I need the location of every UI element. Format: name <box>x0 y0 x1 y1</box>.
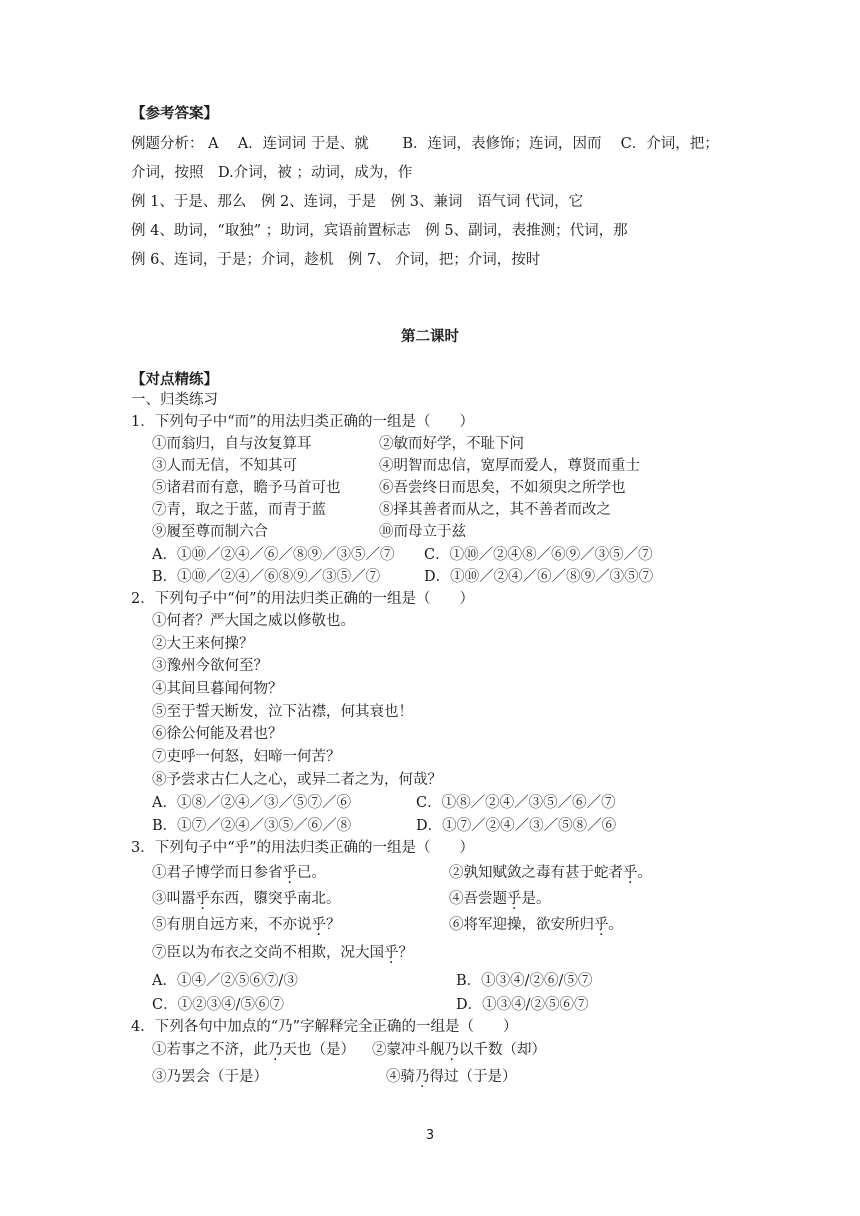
q2-item: ④其间旦暮闻何物？ <box>152 681 283 697</box>
q1-option-d: D．①⑩／②④／⑥／⑧⑨／③⑤⑦ <box>424 569 654 585</box>
q1-item: ⑤诸君而有意，瞻予马首可也 <box>152 480 341 496</box>
q2-item: ②大王来何操？ <box>152 636 254 652</box>
q1-item: ⑥吾尝终日而思矣，不如须臾之所学也 <box>379 480 626 496</box>
q1-item: ①而翁归，自与汝复算耳 <box>152 436 312 452</box>
q3-item-text: ？ <box>398 945 413 961</box>
q3-option-b: B．①③④/②⑥/⑤⑦ <box>456 973 593 989</box>
q1-item: ⑨履至尊而制六合 <box>152 524 268 540</box>
q3-item-text: ①君子博学而日参省 <box>152 865 283 881</box>
q4-item <box>372 1039 546 1061</box>
q4-item-text: 以千数（却） <box>459 1042 546 1058</box>
q3-item <box>449 862 652 884</box>
q4-stem: 4．下列各句中加点的“乃”字解释完全正确的一组是（ ） <box>131 1019 518 1035</box>
q1-option-b: B．①⑩／②④／⑥⑧⑨／③⑤／⑦ <box>152 569 381 585</box>
q1-item: ⑦青，取之于蓝，而青于蓝 <box>152 502 326 518</box>
answer-line-5: 例 6、连词，于是；介词，趁机 例 7、 介词，把；介词，按时 <box>131 252 541 268</box>
answer-heading: 【参考答案】 <box>131 105 218 122</box>
q4-item-text: 乃 <box>166 1069 181 1085</box>
lesson-title: 第二课时 <box>401 328 459 345</box>
q3-item-text: ？ <box>326 917 341 933</box>
practice-heading: 【对点精练】 <box>131 371 218 388</box>
q4-item-text: 天也（是） <box>282 1042 355 1058</box>
q3-option-d: D．①③④/②⑤⑥⑦ <box>456 997 589 1013</box>
page-number: 3 <box>425 1128 435 1143</box>
q3-item-text: 。 <box>637 865 652 881</box>
q1-item: ②敏而好学，不耻下问 <box>379 436 524 452</box>
q3-item-text: ③叫嚣 <box>152 891 196 907</box>
q3-option-c: C．①②③④/⑤⑥⑦ <box>152 997 284 1013</box>
emphasized-char: 乃 <box>415 1069 430 1085</box>
answer-line-2: 介词，按照 D.介词，被 ；动词，成为，作 <box>131 165 413 181</box>
q3-item <box>449 888 551 910</box>
q2-option-a: A．①⑧／②④／③／⑤⑦／⑥ <box>152 795 351 811</box>
q1-stem: 1．下列句子中“而”的用法归类正确的一组是（ ） <box>131 414 475 430</box>
emphasized-char: 乎 <box>384 945 399 961</box>
q4-item-text: ①若事之不济，此 <box>152 1042 268 1058</box>
emphasized-char: 乃 <box>268 1042 283 1058</box>
q2-item: ⑤至于誓天断发，泣下沾襟，何其衰也！ <box>152 704 413 720</box>
q2-item: ⑦吏呼一何怒，妇啼一何苦？ <box>152 749 341 765</box>
emphasized-char: 乎 <box>282 865 297 881</box>
q4-item-text: ③ <box>152 1069 167 1085</box>
q1-option-a: A．①⑩／②④／⑥／⑧⑨／③⑤／⑦ <box>152 547 395 563</box>
answer-line-4: 例 4、助词，“取独” ；助词，宾语前置标志 例 5、副词，表推测；代词，那 <box>131 223 628 239</box>
q3-item-text: ⑤有朋自远方来，不亦说 <box>152 917 312 933</box>
q3-stem: 3．下列句子中“乎”的用法归类正确的一组是（ ） <box>131 840 475 856</box>
emphasized-char: 乎 <box>507 891 522 907</box>
emphasized-char: 乃 <box>444 1042 459 1058</box>
q2-option-c: C．①⑧／②④／③⑤／⑥／⑦ <box>416 795 616 811</box>
q3-item-text: 。 <box>608 917 623 933</box>
q3-item-text: ④吾尝题 <box>449 891 507 907</box>
q4-item-text: 得过（于是） <box>429 1069 517 1085</box>
emphasized-char: 乎 <box>195 891 210 907</box>
q1-item: ⑧择其善者而从之，其不善者而改之 <box>379 502 611 518</box>
emphasized-char: 乎 <box>623 865 638 881</box>
practice-subheading: 一、归类练习 <box>131 392 218 408</box>
q2-option-d: D．①⑦／②④／③／⑤⑧／⑥ <box>416 818 617 834</box>
q2-item: ③豫州今欲何至？ <box>152 658 268 674</box>
q3-item <box>152 914 341 936</box>
q3-item-text: 已。 <box>297 865 326 881</box>
q3-item-text: ②孰知赋敛之毒有甚于蛇者 <box>449 865 623 881</box>
answer-line-1: 例题分析： A A．连词词 于是、就 B．连词，表修饰；连词，因而 C．介词，把； <box>131 136 719 152</box>
emphasized-char: 乎 <box>594 917 609 933</box>
q3-option-a: A．①④／②⑤⑥⑦/③ <box>152 973 298 989</box>
q2-item: ⑥徐公何能及君也？ <box>152 726 283 742</box>
emphasized-char: 乎 <box>311 917 326 933</box>
q4-item <box>386 1066 517 1088</box>
q4-item <box>152 1066 268 1088</box>
q1-item: ③人而无信，不知其可 <box>152 458 297 474</box>
q4-item <box>152 1039 355 1061</box>
q3-item <box>449 914 623 936</box>
q1-option-c: C．①⑩／②④⑧／⑥⑨／③⑤／⑦ <box>424 547 653 563</box>
answer-line-3: 例 1、于是、那么 例 2、连词，于是 例 3、兼词 语气词 代词，它 <box>131 194 584 210</box>
q3-item <box>152 942 413 964</box>
q2-item: ⑧予尝求古仁人之心，或异二者之为，何哉？ <box>152 772 442 788</box>
q4-item-text: ④骑 <box>386 1069 415 1085</box>
q4-item-text: ②蒙冲斗舰 <box>372 1042 445 1058</box>
q3-item-text: 东西，隳突乎南北。 <box>210 891 341 907</box>
q1-item: ④明智而忠信，宽厚而爱人，尊贤而重士 <box>379 458 640 474</box>
q3-item <box>152 888 341 910</box>
q2-option-b: B．①⑦／②④／③⑤／⑥／⑧ <box>152 818 352 834</box>
q3-item <box>152 862 326 884</box>
q4-item-text: 罢会（于是） <box>181 1069 268 1085</box>
q3-item-text: ⑦臣以为布衣之交尚不相欺，况大国 <box>152 945 384 961</box>
q2-stem: 2．下列句子中“何”的用法归类正确的一组是（ ） <box>131 591 475 607</box>
q3-item-text: ⑥将军迎操，欲安所归 <box>449 917 594 933</box>
q3-item-text: 是。 <box>521 891 551 907</box>
q2-item: ①何者？严大国之威以修敬也。 <box>152 613 355 629</box>
q1-item: ⑩而母立于兹 <box>379 524 466 540</box>
